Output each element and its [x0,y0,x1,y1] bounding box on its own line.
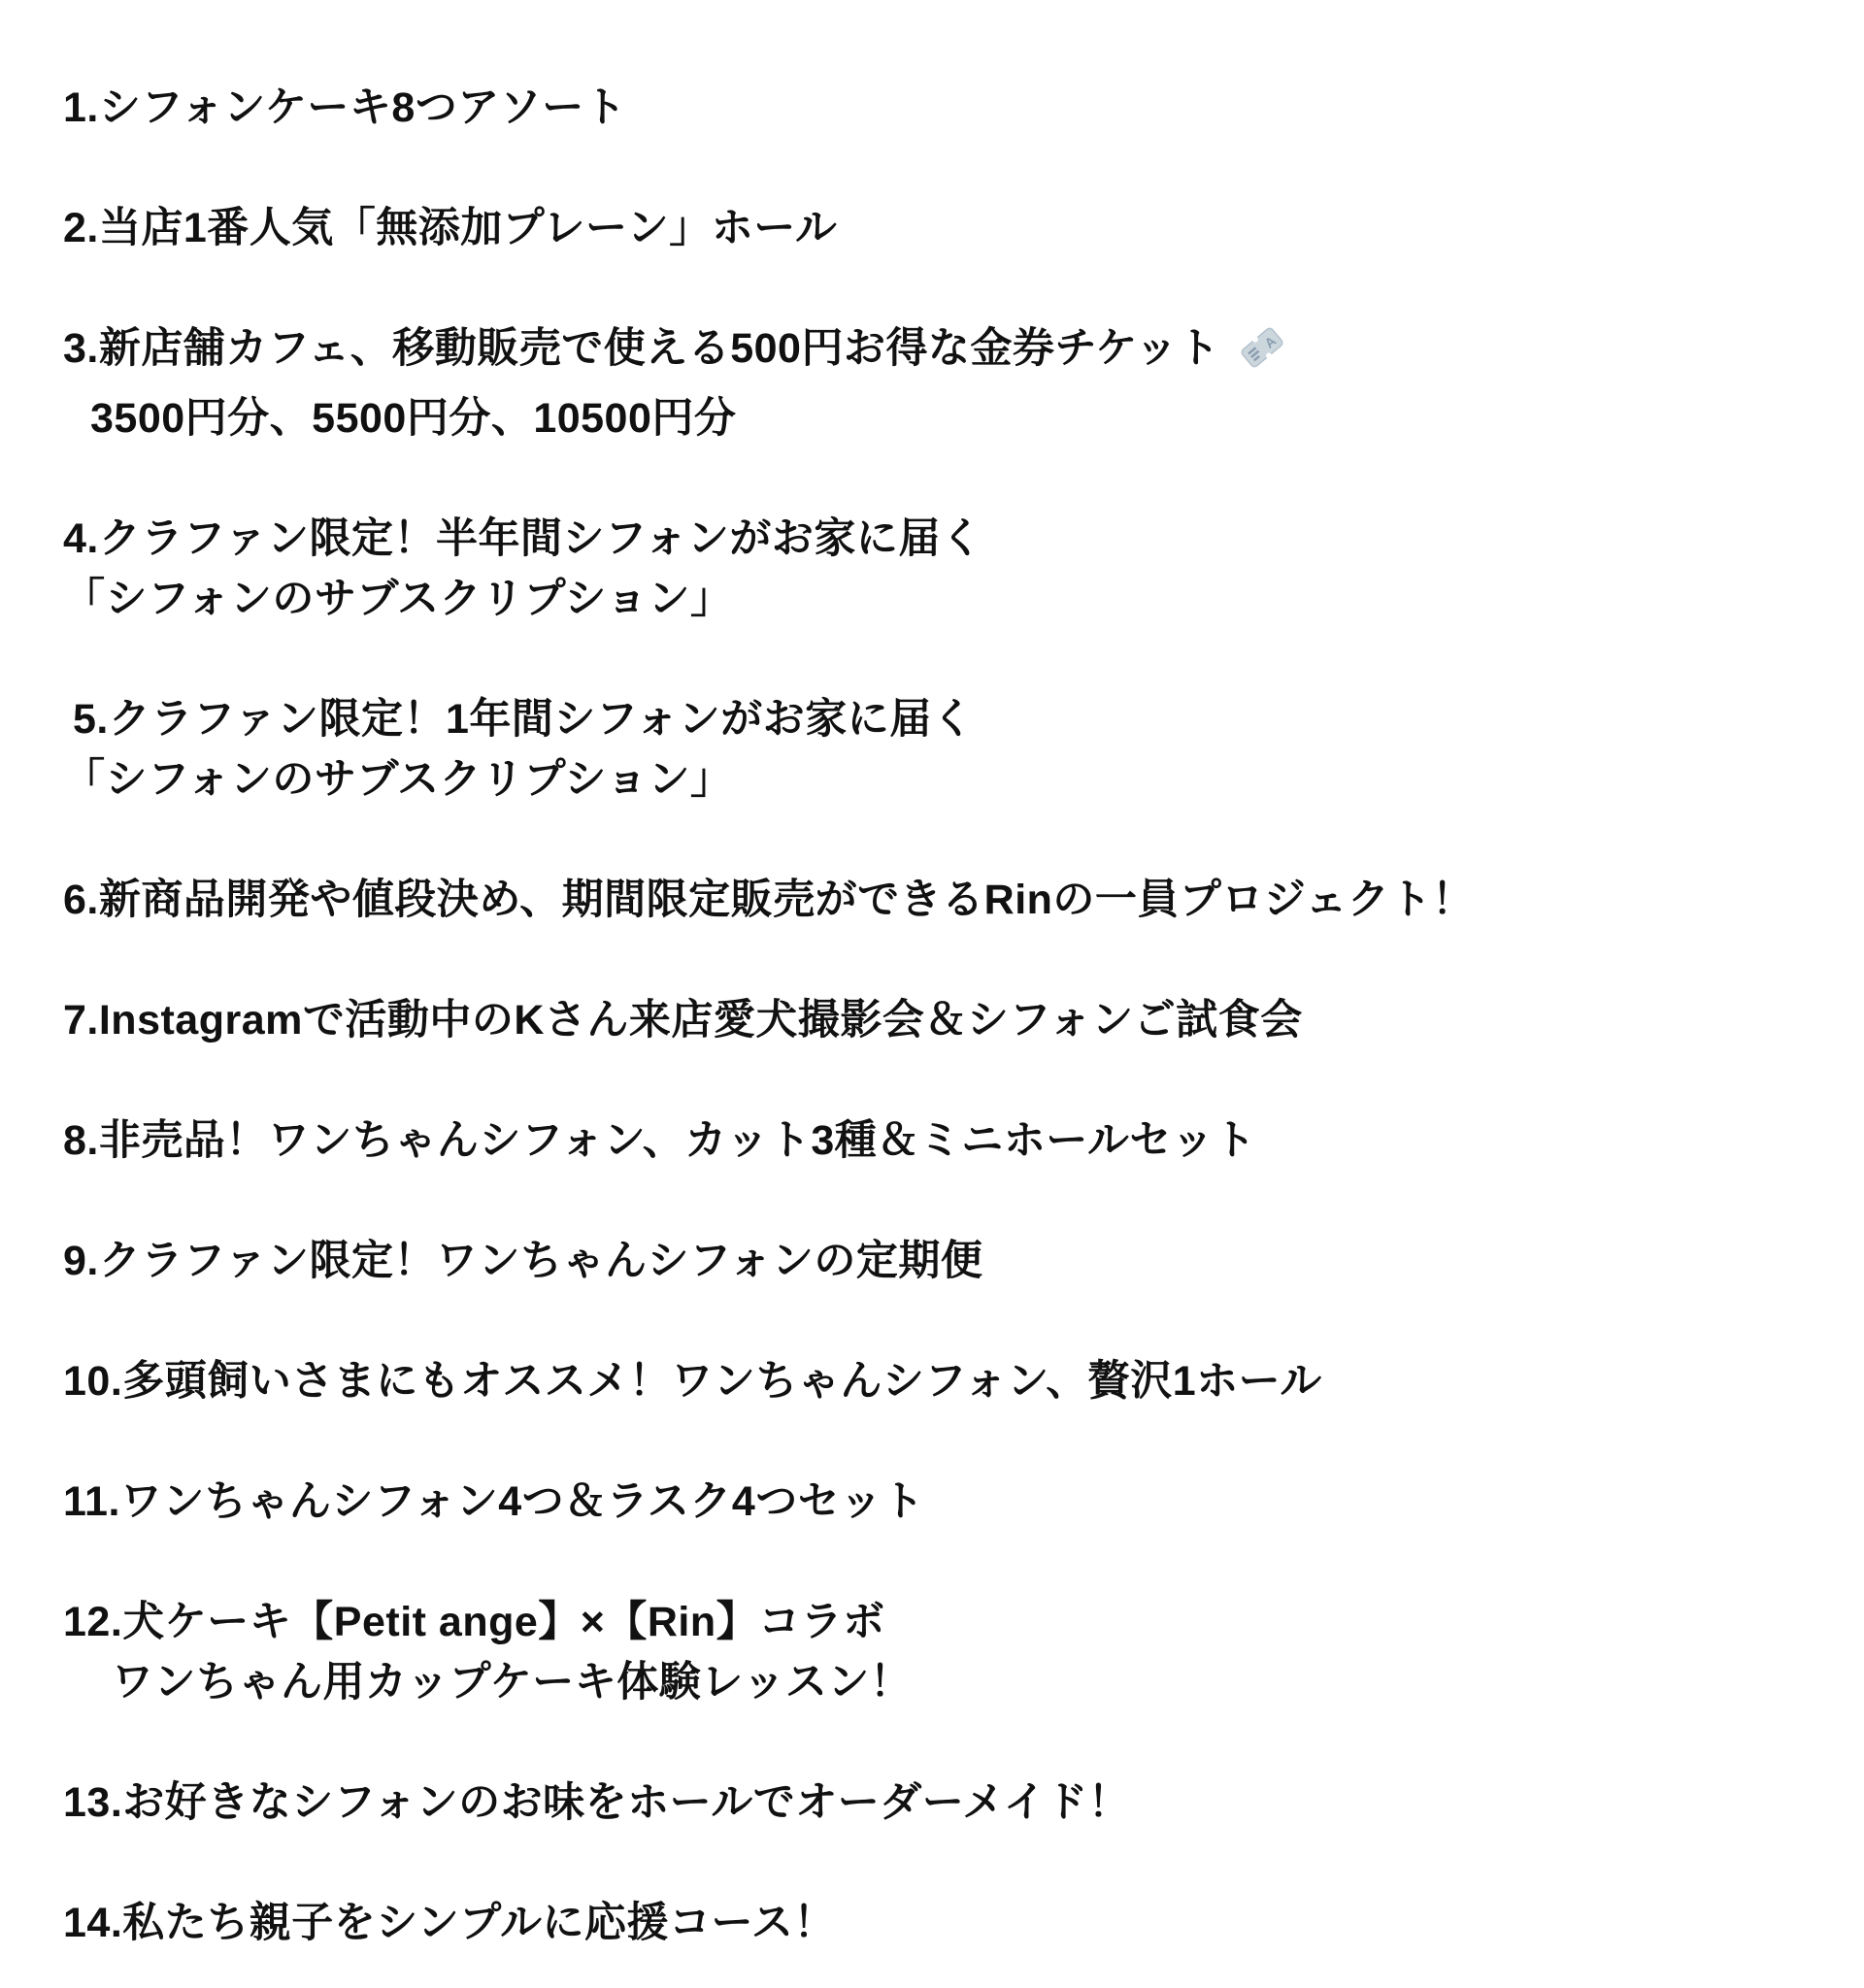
list-item-text: 7.Instagramで活動中のKさん来店愛犬撮影会＆シフォンご試食会 [63,997,1303,1044]
list-item [63,990,1835,1050]
list-item-line [63,689,1835,749]
list-item-line [63,78,1835,138]
list-item [63,1351,1835,1411]
list-item-text: ワンちゃん用カップケーキ体験レッスン！ [112,1659,913,1706]
list-item-text: 9.クラファン限定！ワンちゃんシフォンの定期便 [63,1238,983,1284]
list-item [63,1110,1835,1171]
list-item-text: 6.新商品開発や値段決め、期間限定販売ができるRinの一員プロジェクト！ [63,877,1475,923]
list-item-line [63,870,1835,930]
list-item-line [63,198,1835,258]
list-item-text: 11.ワンちゃんシフォン4つ＆ラスク4つセット [63,1478,925,1525]
list-item [63,198,1835,258]
list-item-text: 12.犬ケーキ【Petit ange】×【Rin】コラボ [63,1599,885,1645]
svg-text:A: A [1261,332,1280,351]
list-item-text: 5.クラファン限定！1年間シフォンがお家に届く [73,696,975,743]
list-item-text: 「シフォンのサブスクリプション」 [63,576,733,622]
list-item-line [63,318,1835,388]
list-item-line [63,990,1835,1050]
list-item-line [63,1773,1835,1833]
list-item [63,1231,1835,1291]
list-item-text: 1.シフォンケーキ8つアソート [63,84,627,131]
list-item-text: 13.お好きなシフォンのお味をホールでオーダーメイド！ [63,1779,1131,1826]
list-item-text: 3500円分、5500円分、10500円分 [90,395,737,442]
list-item [63,1472,1835,1532]
list-item-line [63,509,1835,569]
list-item [63,689,1835,810]
list-item-text: 14.私たち親子をシンプルに応援コース！ [63,1900,836,1946]
list-item-text: 4.クラファン限定！半年間シフォンがお家に届く [63,515,983,562]
list-item [63,318,1835,448]
list-item [63,870,1835,930]
list-item [63,78,1835,138]
list-item [63,1592,1835,1712]
list-item-line [63,749,1835,810]
list-item-line [63,1652,1835,1712]
list-item-line [63,1592,1835,1652]
list-item-line [63,388,1835,448]
list-item-text: 8.非売品！ワンちゃんシフォン、カット3種＆ミニホールセット [63,1117,1256,1164]
list-item-text: 3.新店舗カフェ、移動販売で使える500円お得な金券チケット [63,325,1220,372]
list-item-line [63,1472,1835,1532]
list-item-line [63,1231,1835,1291]
list-item [63,509,1835,629]
list-item-text: 「シフォンのサブスクリプション」 [63,756,733,803]
list-item [63,1773,1835,1833]
list-item-line [63,1351,1835,1411]
admission-tickets-icon [1238,323,1286,388]
list-item-line [63,1110,1835,1171]
list-item [63,1893,1835,1953]
list-item-text: 2.当店1番人気「無添加プレーン」ホール [63,205,838,251]
list-item-text: 10.多頭飼いさまにもオススメ！ワンちゃんシフォン、贅沢1ホール [63,1358,1322,1405]
list-item-line [63,569,1835,629]
list-item-line [63,1893,1835,1953]
